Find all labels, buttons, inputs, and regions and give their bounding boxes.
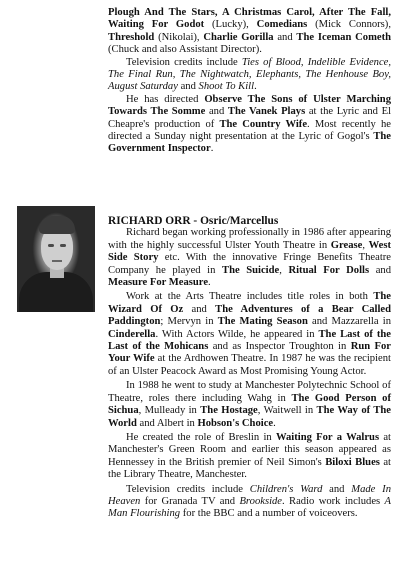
italic-title: Brookside <box>239 495 283 507</box>
text-run: Richard began working professionally in 1986 after appearing with the highly successful Ulster Youth Theatre in <box>108 227 391 251</box>
bold-title: Waiting For a Walrus <box>275 431 380 443</box>
text-run: . <box>254 81 257 93</box>
bio-paragraph-arts-theatre <box>108 291 391 378</box>
italic-title: Made In Heaven <box>108 483 391 507</box>
italic-title: Children's Ward <box>249 483 323 495</box>
credits-paragraph <box>108 7 391 57</box>
text-run: and <box>177 81 199 93</box>
text-run: for the BBC and a number of voiceovers. <box>180 508 358 520</box>
directing-paragraph <box>108 94 391 156</box>
text-run: and Mazzarella in <box>307 316 392 328</box>
text-run: ; Mervyn in <box>160 316 218 328</box>
text-run: . Most recently he directed a Sunday night presentation at the Lyric of Gogol's <box>108 118 391 143</box>
actor-headshot-photo <box>17 206 95 312</box>
bold-title: Hobson's Choice <box>197 417 274 429</box>
text-run: He created the role of Breslin in <box>126 431 276 443</box>
text-run: and <box>273 31 297 43</box>
text-run: (Nikolai), <box>154 31 204 43</box>
italic-title: Ties of Blood, Indelible Evidence, The Final Run, The Nightwatch, Elephants, The Henhouse Boy, August Saturday <box>108 56 391 93</box>
text-run: and Albert in <box>136 417 198 429</box>
text-run: (Chuck and also Assistant Director). <box>108 44 262 56</box>
text-run: for Granada TV and <box>140 495 240 507</box>
television-credits-paragraph <box>108 57 391 94</box>
bio-paragraph-television <box>108 484 391 521</box>
bold-title: Run For Your Wife <box>108 341 391 365</box>
bio-paragraph-early-career <box>108 227 391 289</box>
bold-title: The Adventures of a Bear Called Paddington <box>108 303 391 328</box>
bold-title: West Side Story <box>108 239 391 264</box>
richard-orr-bio <box>108 215 391 521</box>
bio-paragraph-manchester <box>108 380 391 430</box>
text-run: , Waitwell in <box>257 405 317 417</box>
text-run: , Mulleady in <box>138 405 201 417</box>
text-run: Work at the Arts Theatre includes title roles in both <box>126 291 374 303</box>
previous-bio-continuation <box>108 7 391 156</box>
text-run: . With Actors Wilde, he appeared in <box>155 328 319 340</box>
text-run: at the Library Theatre, Manchester. <box>108 456 392 481</box>
bold-title: The Mating Season <box>217 316 308 328</box>
text-run: . <box>208 277 211 289</box>
bold-title: Observe The Sons of Ulster Marching Towards The Somme <box>108 93 391 118</box>
text-run: at the Ardhowen Theatre. In 1987 he was the recipient of an Ulster Peacock Award as Most Promising Young Actor. <box>108 353 391 377</box>
text-run: and <box>205 106 228 118</box>
italic-title: A Man Flourishing <box>108 495 391 520</box>
text-run: etc. With the innovative Fringe Benefits Theatre Company he played in <box>108 252 391 276</box>
bold-title: Threshold <box>108 31 155 43</box>
bio-paragraph-recent <box>108 432 391 482</box>
bold-title: Ritual For Dolls <box>288 264 370 276</box>
text-run: Television credits include <box>126 56 242 68</box>
text-run: and <box>322 483 352 495</box>
text-run: . <box>210 143 214 155</box>
bold-title: The Hostage <box>200 405 258 417</box>
text-run: at Manchester's Green Room and earlier this season appeared as Hennessey in the British premier of Neil Simon's <box>108 431 392 468</box>
bold-title: Plough And The Stars, A Christmas Carol, After The Fall, Waiting For Godot <box>108 7 391 31</box>
bold-title: The Iceman Cometh <box>296 31 392 43</box>
text-run: , <box>279 264 289 276</box>
bold-title: Measure For Measure <box>108 277 209 289</box>
text-run: , <box>362 239 369 251</box>
text-run: (Mick Connors), <box>307 19 391 31</box>
text-run: at the Lyric and El Cheapre's production of <box>108 106 392 130</box>
bold-title: The Good Person of Sichua <box>108 392 391 417</box>
bold-title: The Government Inspector <box>108 131 391 155</box>
italic-title: Shoot To Kill <box>198 81 255 93</box>
bold-title: The Way of The World <box>108 405 392 429</box>
bio-heading: RICHARD ORR - Osric/Marcellus <box>108 215 279 227</box>
bold-title: The Country Wife <box>219 118 308 130</box>
text-run: Television credits include <box>126 483 250 495</box>
bold-title: The Vanek Plays <box>227 106 306 118</box>
bold-title: The Suicide <box>222 264 280 276</box>
text-run: He has directed <box>126 93 205 105</box>
bold-title: The Last of the Last of the Mohicans <box>108 328 391 353</box>
text-run: and <box>183 303 216 315</box>
bold-title: Biloxi Blues <box>325 456 380 468</box>
bold-title: Charlie Gorilla <box>203 31 274 43</box>
text-run: and <box>369 264 391 276</box>
text-run: (Lucky), <box>204 19 257 31</box>
text-run: and as Inspector Troughton in <box>208 341 351 353</box>
text-run: . Radio work includes <box>282 495 385 507</box>
bold-title: Grease <box>330 239 363 251</box>
text-run: . <box>273 417 276 429</box>
bold-title: The Wizard Of Oz <box>108 291 391 315</box>
bold-title: Cinderella <box>108 328 156 340</box>
bold-title: Comedians <box>256 19 308 31</box>
text-run: In 1988 he went to study at Manchester Polytechnic School of Theatre, roles there including Wahg in <box>108 380 391 404</box>
